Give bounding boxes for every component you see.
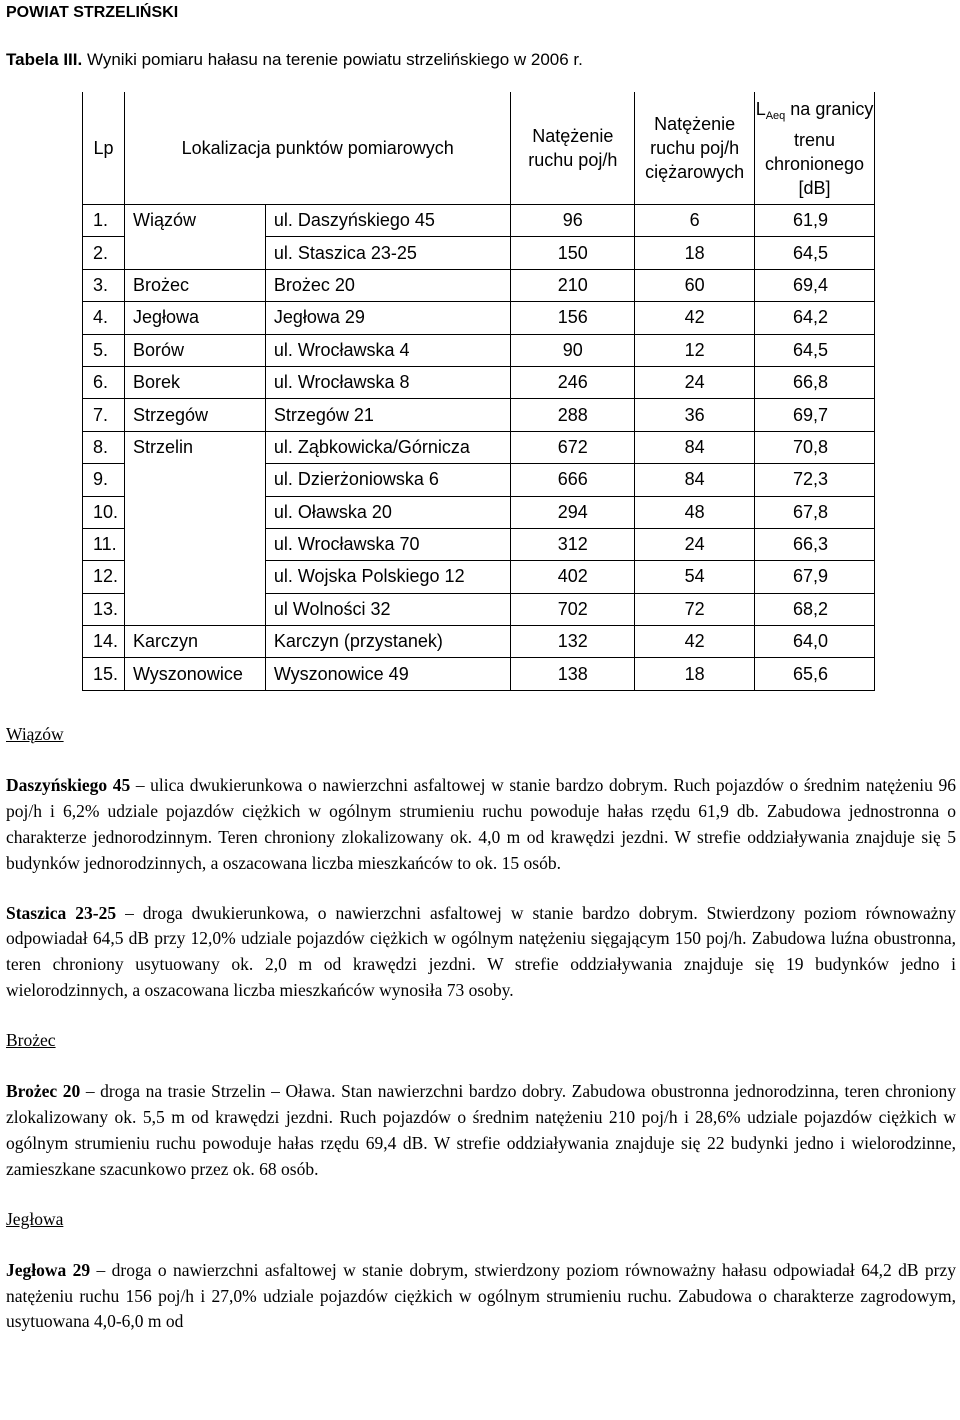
cell-town: Borek (124, 366, 265, 398)
cell-location: Wyszonowice 49 (265, 658, 511, 690)
cell-lp: 2. (83, 237, 125, 269)
table-row (83, 496, 875, 528)
cell-laeq: 67,8 (755, 496, 875, 528)
cell-town (124, 237, 265, 269)
cell-traffic: 288 (511, 399, 635, 431)
header-laeq-sub: Aeq (765, 109, 786, 122)
cell-heavy-traffic: 18 (635, 658, 755, 690)
table-row (83, 626, 875, 658)
header-laeq-rest: na granicy trenu chronionego [dB] (764, 98, 874, 198)
section-paragraph (6, 773, 956, 877)
cell-heavy-traffic: 72 (635, 593, 755, 625)
cell-laeq: 64,0 (755, 626, 875, 658)
cell-heavy-traffic: 24 (635, 528, 755, 560)
cell-traffic: 246 (511, 366, 635, 398)
cell-traffic: 132 (511, 626, 635, 658)
cell-traffic: 672 (511, 431, 635, 463)
cell-town: Brożec (124, 269, 265, 301)
cell-location: ul. Wrocławska 8 (265, 366, 511, 398)
cell-laeq: 69,4 (755, 269, 875, 301)
paragraph-text: – droga na trasie Strzelin – Oława. Stan nawierzchni bardzo dobry. Zabudowa obustronna jednorodzinna, teren chroniony zlokalizowany ok. 5,5 m od krawędzi jezdni. Ruch pojazdów o średnim natężeniu 210 poj/h i 28,6% udziale pojazdów ciężkich w ogólnym strumieniu ruchu powoduje hałas rzędu 69,4 dB. W strefie oddziaływania znajduje się 22 budynki jedno i wielorodzinne, zamieszkane szacunkowo przez ok. 68 osób. (6, 1081, 956, 1179)
header-traffic (511, 92, 635, 205)
cell-location: Strzegów 21 (265, 399, 511, 431)
cell-lp: 4. (83, 302, 125, 334)
cell-laeq: 69,7 (755, 399, 875, 431)
table-row (83, 464, 875, 496)
cell-heavy-traffic: 24 (635, 366, 755, 398)
table-row (83, 399, 875, 431)
cell-traffic: 138 (511, 658, 635, 690)
cell-heavy-traffic: 18 (635, 237, 755, 269)
cell-lp: 5. (83, 334, 125, 366)
table-row (83, 334, 875, 366)
cell-laeq: 72,3 (755, 464, 875, 496)
cell-heavy-traffic: 36 (635, 399, 755, 431)
cell-heavy-traffic: 48 (635, 496, 755, 528)
cell-traffic: 150 (511, 237, 635, 269)
cell-traffic: 702 (511, 593, 635, 625)
cell-town: Jegłowa (124, 302, 265, 334)
cell-heavy-traffic: 6 (635, 205, 755, 237)
cell-location: ul. Dzierżoniowska 6 (265, 464, 511, 496)
caption-label: Tabela III. (6, 50, 83, 69)
cell-lp: 7. (83, 399, 125, 431)
paragraph-text: – droga o nawierzchni asfaltowej w stanie dobrym, stwierdzony poziom równoważny hałasu odpowiadał 64,2 dB przy natężeniu ruchu 156 poj/h i 27,0% udziale pojazdów ciężkich w ogólnym strumieniu ruchu. Zabudowa o charakterze zagrodowym, usytuowana 4,0-6,0 m od (6, 1259, 956, 1332)
table-header-row (83, 92, 875, 205)
cell-town (124, 496, 265, 528)
cell-traffic: 90 (511, 334, 635, 366)
header-heavy-traffic (635, 92, 755, 205)
table-row (83, 593, 875, 625)
cell-laeq: 70,8 (755, 431, 875, 463)
cell-laeq: 68,2 (755, 593, 875, 625)
cell-town (124, 593, 265, 625)
cell-location: ul. Oławska 20 (265, 496, 511, 528)
page-header: POWIAT STRZELIŃSKI (6, 4, 179, 21)
cell-location: ul. Wrocławska 4 (265, 334, 511, 366)
table-row (83, 658, 875, 690)
paragraph-term: Brożec 20 (6, 1081, 81, 1102)
cell-laeq: 64,5 (755, 334, 875, 366)
cell-lp: 8. (83, 431, 125, 463)
cell-location: ul. Staszica 23-25 (265, 237, 511, 269)
paragraph-text: – ulica dwukierunkowa o nawierzchni asfaltowej w stanie bardzo dobrym. Ruch pojazdów o średnim natężeniu 96 poj/h i 6,2% udziale pojazdów ciężkich w ogólnym strumieniu ruchu powoduje hałas rzędu 61,9 db. Zabudowa jednostronna o charakterze jednorodzinnym. Teren chroniony zlokalizowany ok. 4,0 m od krawędzi jezdni. W strefie oddziaływania znajduje się 5 budynków jednorodzinnych, a oszacowana liczba mieszkańców to ok. 15 osób. (6, 774, 956, 873)
cell-town: Strzelin (124, 431, 265, 463)
cell-heavy-traffic: 42 (635, 302, 755, 334)
cell-town: Strzegów (124, 399, 265, 431)
cell-lp: 3. (83, 269, 125, 301)
table-row (83, 269, 875, 301)
cell-traffic: 294 (511, 496, 635, 528)
cell-heavy-traffic: 12 (635, 334, 755, 366)
cell-town: Wyszonowice (124, 658, 265, 690)
cell-location: ul Wolności 32 (265, 593, 511, 625)
cell-lp: 12. (83, 561, 125, 593)
header-location (124, 92, 510, 205)
cell-traffic: 402 (511, 561, 635, 593)
cell-lp: 6. (83, 366, 125, 398)
header-traffic-text: Natężenie ruchu poj/h (528, 126, 618, 170)
cell-traffic: 666 (511, 464, 635, 496)
cell-location: ul. Ząbkowicka/Górnicza (265, 431, 511, 463)
cell-lp: 1. (83, 205, 125, 237)
cell-town (124, 528, 265, 560)
cell-town: Borów (124, 334, 265, 366)
table-body (83, 205, 875, 691)
cell-location: Brożec 20 (265, 269, 511, 301)
header-laeq-main: L (755, 98, 766, 119)
cell-lp: 9. (83, 464, 125, 496)
table-row (83, 431, 875, 463)
cell-lp: 14. (83, 626, 125, 658)
table-row (83, 366, 875, 398)
cell-heavy-traffic: 84 (635, 464, 755, 496)
table-row (83, 237, 875, 269)
cell-traffic: 96 (511, 205, 635, 237)
cell-laeq: 64,2 (755, 302, 875, 334)
cell-traffic: 312 (511, 528, 635, 560)
cell-location: Karczyn (przystanek) (265, 626, 511, 658)
cell-town: Karczyn (124, 626, 265, 658)
header-laeq (755, 92, 875, 205)
cell-town (124, 464, 265, 496)
cell-traffic: 156 (511, 302, 635, 334)
header-heavy-text: Natężenie ruchu poj/h ciężarowych (645, 114, 745, 182)
cell-laeq: 67,9 (755, 561, 875, 593)
cell-location: ul. Daszyńskiego 45 (265, 205, 511, 237)
paragraph-term: Jegłowa 29 (6, 1259, 91, 1280)
table-row (83, 302, 875, 334)
section-paragraph (6, 1258, 956, 1336)
document-body (6, 722, 956, 1335)
cell-location: Jegłowa 29 (265, 302, 511, 334)
cell-lp: 10. (83, 496, 125, 528)
cell-town (124, 561, 265, 593)
cell-traffic: 210 (511, 269, 635, 301)
cell-heavy-traffic: 84 (635, 431, 755, 463)
cell-laeq: 66,8 (755, 366, 875, 398)
paragraph-term: Staszica 23-25 (6, 902, 117, 923)
table-caption (6, 50, 583, 70)
cell-lp: 15. (83, 658, 125, 690)
cell-location: ul. Wrocławska 70 (265, 528, 511, 560)
paragraph-term: Daszyńskiego 45 (6, 774, 131, 795)
cell-location: ul. Wojska Polskiego 12 (265, 561, 511, 593)
section-paragraph (6, 1079, 956, 1183)
cell-laeq: 65,6 (755, 658, 875, 690)
cell-laeq: 61,9 (755, 205, 875, 237)
cell-heavy-traffic: 54 (635, 561, 755, 593)
section-heading: Wiązów (6, 724, 64, 744)
cell-lp: 13. (83, 593, 125, 625)
cell-laeq: 66,3 (755, 528, 875, 560)
table-row (83, 528, 875, 560)
header-lp: Lp (83, 92, 125, 205)
paragraph-text: – droga dwukierunkowa, o nawierzchni asfaltowej w stanie bardzo dobrym. Stwierdzony poziom równoważny odpowiadał 64,5 dB przy 12,0% udziale pojazdów ciężkich w ogólnym natężeniu sięgającym 150 poj/h. Zabudowa luźna obustronna, teren chroniony usytuowany ok. 2,0 m od krawędzi jezdni. W strefie oddziaływania znajduje się 19 budynków jedno i wielorodzinnych, a oszacowana liczba mieszkańców wynosiła 73 osoby. (6, 902, 956, 1001)
section-heading: Jegłowa (6, 1208, 64, 1229)
cell-laeq: 64,5 (755, 237, 875, 269)
cell-lp: 11. (83, 528, 125, 560)
table-row (83, 561, 875, 593)
section-heading: Brożec (6, 1030, 56, 1051)
cell-heavy-traffic: 60 (635, 269, 755, 301)
cell-heavy-traffic: 42 (635, 626, 755, 658)
header-location-text: Lokalizacja punktów pomiarowych (181, 138, 454, 158)
cell-town: Wiązów (124, 205, 265, 237)
section-paragraph (6, 901, 956, 1005)
caption-text: Wyniki pomiaru hałasu na terenie powiatu strzelińskiego w 2006 r. (82, 50, 583, 69)
table-row (83, 205, 875, 237)
noise-results-table (82, 92, 875, 691)
